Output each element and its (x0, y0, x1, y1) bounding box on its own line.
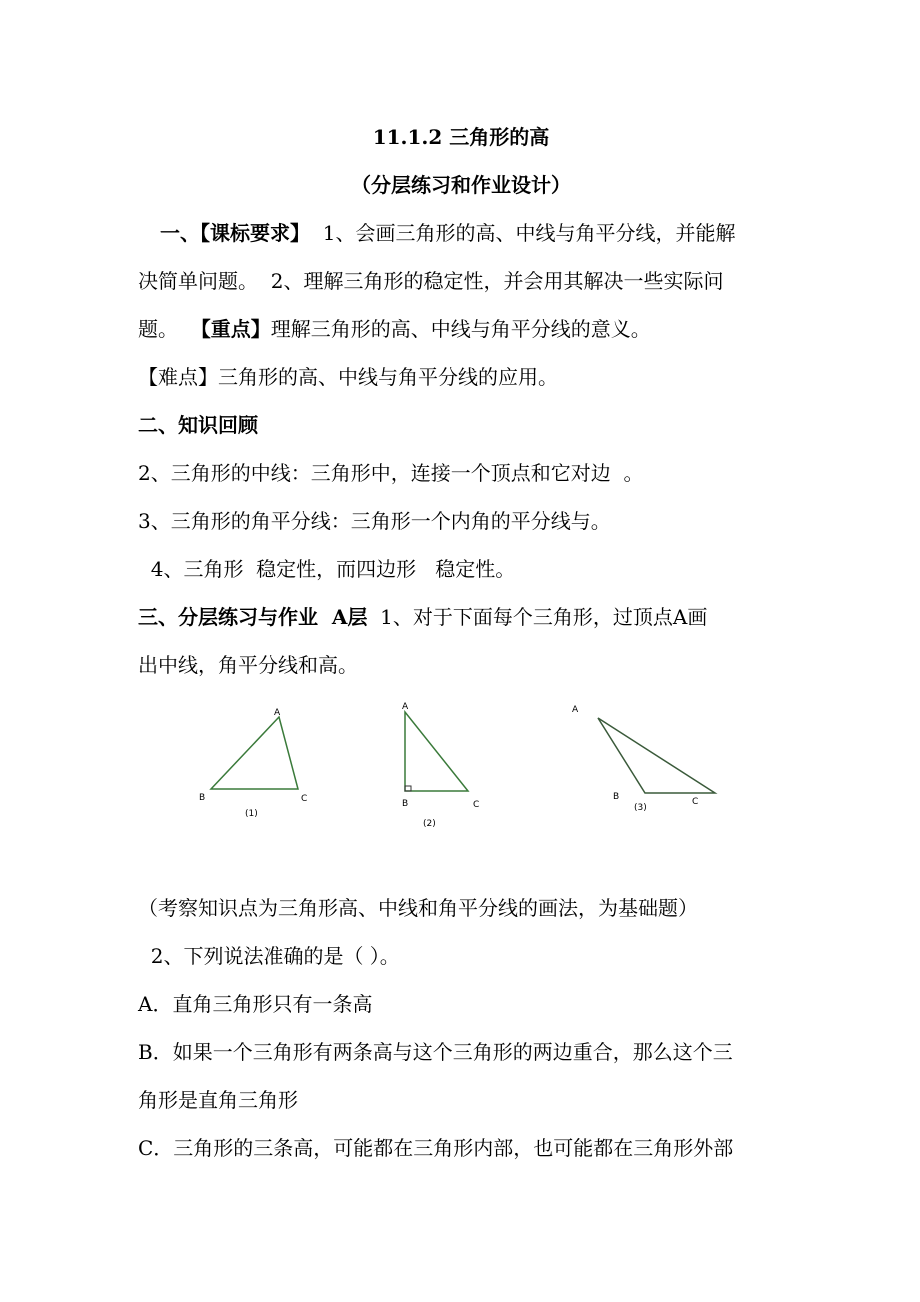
text: 1、会画三角形的高、中线与角平分线，并能解 (310, 221, 736, 245)
caption-3: (3) (634, 803, 647, 813)
triangle-2 (405, 712, 468, 791)
section-1-heading: 一、【课标要求】 (160, 221, 310, 245)
review-item-4: 4、三角形 稳定性，而四边形 稳定性。 (138, 557, 516, 581)
label-c: C (692, 797, 699, 807)
text: 题。 (138, 317, 191, 341)
option-a: A．直角三角形只有一条高 (138, 992, 373, 1016)
label-b: B (199, 793, 206, 803)
triangle-1 (211, 717, 298, 789)
difficulty-label: 【难点】 (138, 365, 218, 389)
review-item-2: 2、三角形的中线：三角形中，连接一个顶点和它对边 。 (138, 461, 644, 485)
option-c: C．三角形的三条高，可能都在三角形内部，也可能都在三角形外部 (138, 1136, 734, 1160)
label-a: A (572, 705, 579, 715)
label-c: C (473, 800, 480, 810)
text: 三角形的高、中线与角平分线的应用。 (218, 365, 558, 389)
note: （考察知识点为三角形高、中线和角平分线的画法，为基础题） (138, 896, 698, 920)
question-2: 2、下列说法准确的是（ ）。 (138, 944, 400, 968)
label-a: A (402, 702, 409, 712)
option-b-line-1: B．如果一个三角形有两条高与这个三角形的两边重合，那么这个三 (138, 1040, 733, 1064)
label-b: B (613, 792, 620, 802)
option-b-line-2: 角形是直角三角形 (138, 1088, 298, 1112)
key-point-label: 【重点】 (190, 317, 271, 341)
caption-1: (1) (245, 809, 258, 819)
requirements-line-2: 决简单问题。 2、理解三角形的稳定性，并会用其解决一些实际问 (138, 269, 724, 293)
triangle-3 (598, 718, 715, 793)
text: 1、对于下面每个三角形，过顶点A画 (367, 605, 708, 629)
section-3-heading: 三、分层练习与作业 A层 (138, 605, 368, 629)
label-a: A (274, 708, 281, 718)
subtitle: （分层练习和作业设计） (351, 173, 571, 197)
exercise-line-2: 出中线，角平分线和高。 (138, 653, 358, 677)
label-c: C (301, 794, 308, 804)
caption-2: (2) (423, 819, 436, 829)
label-b: B (402, 799, 409, 809)
review-item-3: 3、三角形的角平分线：三角形一个内角的平分线与。 (138, 509, 611, 533)
title: 11.1.2 三角形的高 (372, 125, 550, 149)
text: 理解三角形的高、中线与角平分线的意义。 (270, 317, 651, 341)
section-2-heading: 二、知识回顾 (138, 413, 258, 437)
